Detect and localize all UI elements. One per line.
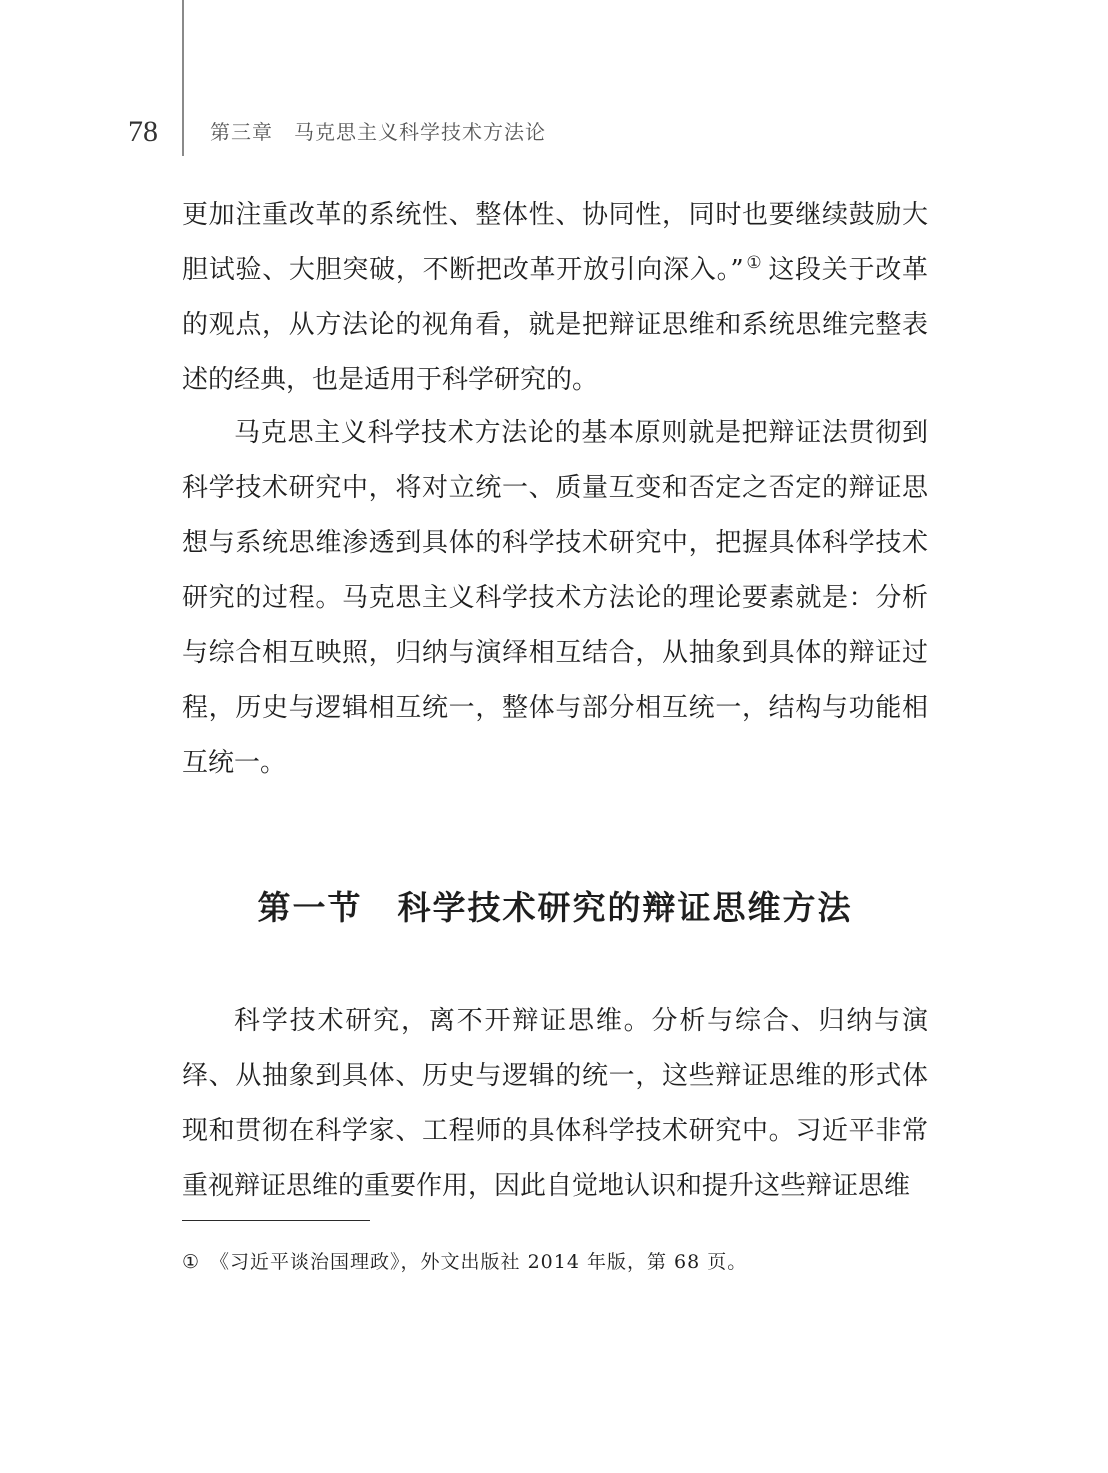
footnote-reference-mark[interactable]: ① — [745, 253, 763, 273]
header-divider-line — [182, 0, 184, 156]
paragraph-3: 科学技术研究，离不开辩证思维。分析与综合、归纳与演绎、从抽象到具体、历史与逻辑的统一，这些辩证思维的形式体现和贯彻在科学家、工程师的具体科学技术研究中。习近平非常重视辩证思维的重要作用，因此自觉地认识和提升这些辩证思维 — [182, 1006, 928, 1201]
running-header-title: 第三章 马克思主义科学技术方法论 — [210, 120, 546, 144]
footnote-separator — [182, 1220, 370, 1221]
paragraph-2: 马克思主义科学技术方法论的基本原则就是把辩证法贯彻到科学技术研究中，将对立统一、质量互变和否定之否定的辩证思想与系统思维渗透到具体的科学技术研究中，把握具体科学技术研究的过程。马克思主义科学技术方法论的理论要素就是：分析与综合相互映照，归纳与演绎相互结合，从抽象到具体的辩证过程，历史与逻辑相互统一，整体与部分相互统一，结构与功能相互统一。 — [182, 418, 928, 778]
paragraph-1-text-a: 更加注重改革的系统性、整体性、协同性，同时也要继续鼓励大胆试验、大胆突破，不断把改革开放引向深入。” — [182, 200, 928, 285]
paragraph-1-text-b: 这段关于改革的观点，从方法论的视角看，就是把辩证思维和系统思维完整表述的经典，也是适用于科学研究的。 — [182, 255, 928, 395]
footnote — [182, 1246, 928, 1278]
paragraph-1 — [182, 188, 928, 408]
footnote-number: ① — [182, 1251, 201, 1273]
section-heading: 第一节 科学技术研究的辩证思维方法 — [257, 888, 853, 927]
footnote-text: 《习近平谈治国理政》，外文出版社 2014 年版，第 68 页。 — [210, 1251, 748, 1273]
page-number: 78 — [128, 115, 158, 148]
